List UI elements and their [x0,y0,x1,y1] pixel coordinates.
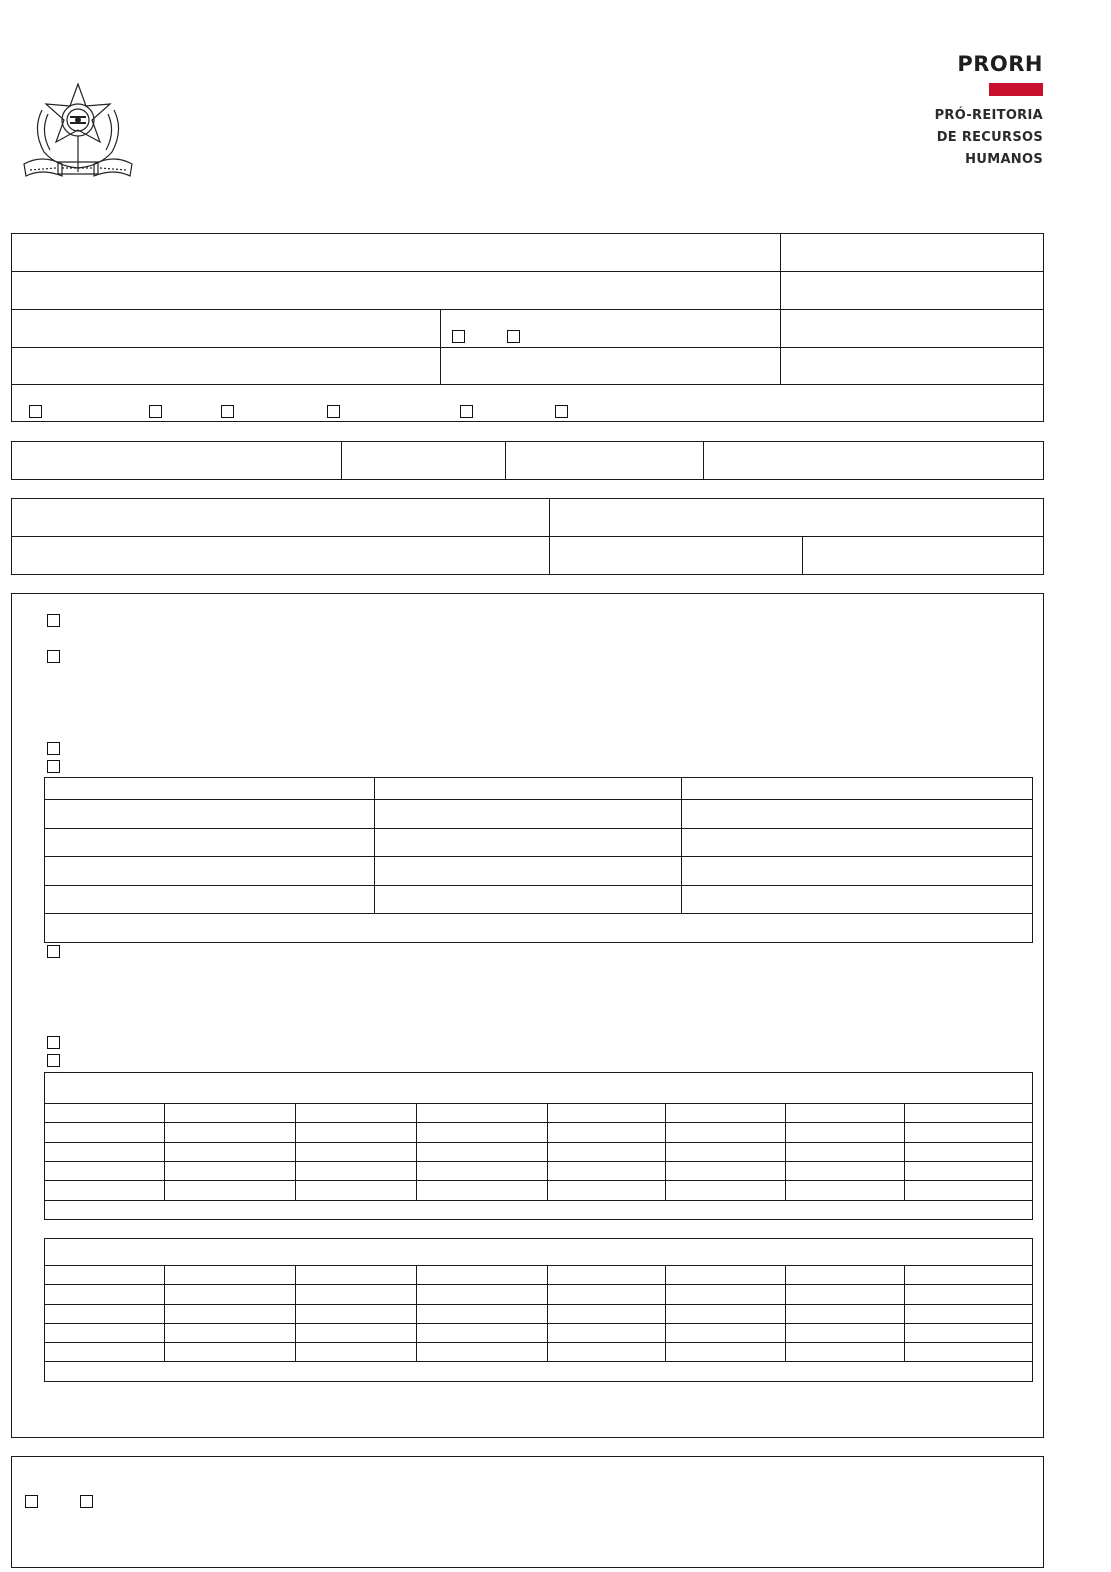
logo-acronym: PRORH [957,52,1043,76]
sex-checkbox-2[interactable] [507,330,520,343]
col-divider [341,441,342,480]
table-c [44,1238,1033,1382]
decision-section [11,1456,1044,1568]
table-row [45,1239,1033,1266]
table-row [45,778,1033,800]
job-data-section [11,441,1044,480]
table-row [45,829,1033,857]
category-checkbox-2[interactable] [149,405,162,418]
table-row [45,914,1033,943]
logo-name-line-2: DE RECURSOS [936,130,1043,145]
logo-accent-bar [989,83,1043,96]
row-divider [11,347,1044,348]
category-checkbox-6[interactable] [555,405,568,418]
category-checkbox-3[interactable] [221,405,234,418]
col-divider [549,498,550,575]
request-option-checkbox-6[interactable] [47,1036,60,1049]
table-row [45,1266,1033,1285]
personal-data-section [11,233,1044,422]
table-row [45,800,1033,829]
table-row [45,857,1033,886]
table-row [45,1143,1033,1162]
row-divider [11,384,1044,385]
logo-name-line-3: HUMANOS [965,152,1043,167]
table-row [45,1123,1033,1143]
decision-checkbox-1[interactable] [25,1495,38,1508]
request-option-checkbox-7[interactable] [47,1054,60,1067]
table-b [44,1072,1033,1220]
category-checkbox-5[interactable] [460,405,473,418]
request-option-checkbox-2[interactable] [47,650,60,663]
col-divider [703,441,704,480]
table-row [45,1362,1033,1382]
col-divider [802,536,803,575]
request-option-checkbox-3[interactable] [47,742,60,755]
table-row [45,1181,1033,1201]
table-a [44,777,1033,943]
prorh-logo [935,52,1043,171]
row-divider [11,271,1044,272]
table-row [45,1073,1033,1104]
table-row [45,1104,1033,1123]
col-divider [780,233,781,384]
brasao-coat-of-arms-icon [22,80,134,186]
table-row [45,1285,1033,1305]
table-row [45,1201,1033,1220]
sex-checkbox-1[interactable] [452,330,465,343]
category-checkbox-4[interactable] [327,405,340,418]
logo-name-line-1: PRÓ-REITORIA [934,108,1043,123]
request-option-checkbox-5[interactable] [47,945,60,958]
table-row [45,886,1033,914]
request-option-checkbox-1[interactable] [47,614,60,627]
decision-checkbox-2[interactable] [80,1495,93,1508]
table-row [45,1305,1033,1324]
request-option-checkbox-4[interactable] [47,760,60,773]
table-row [45,1324,1033,1343]
table-row [45,1162,1033,1181]
category-checkbox-1[interactable] [29,405,42,418]
row-divider [11,309,1044,310]
table-row [45,1343,1033,1362]
col-divider [505,441,506,480]
col-divider [440,309,441,384]
row-divider [11,536,1044,537]
